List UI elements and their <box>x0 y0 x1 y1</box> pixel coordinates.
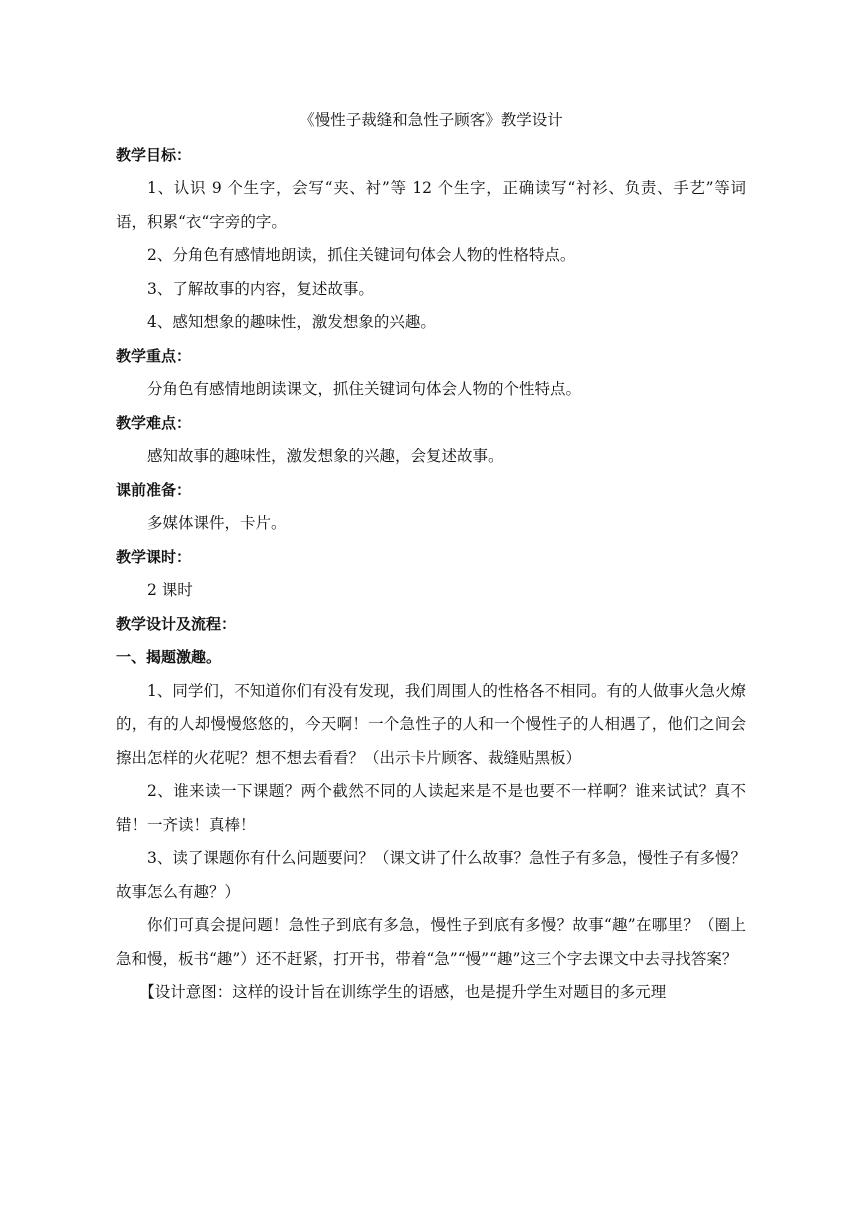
periods-text: 2 课时 <box>147 581 193 599</box>
section-heading-preparation: 课前准备： <box>116 480 192 499</box>
section-heading-periods: 教学课时： <box>116 547 192 566</box>
intro-paragraph-2: 2、谁来读一下课题？两个截然不同的人读起来是不是也要不一样啊？谁来试试？真不错！一齐读！真棒！ <box>116 782 746 834</box>
key-points-text: 分角色有感情地朗读课文，抓住关键词句体会人物的个性特点。 <box>147 380 582 398</box>
objective-1: 1、认识 9 个生字，会写“夹、衬”等 12 个生字，正确读写“衬衫、负责、手艺”等词语，积累“衣“字旁的字。 <box>116 179 746 231</box>
intro-paragraph-3: 3、读了课题你有什么问题要问？（课文讲了什么故事？急性子有多急，慢性子有多慢？故事怎么有趣？） <box>116 849 746 901</box>
objective-4: 4、感知想象的趣味性，激发想象的兴趣。 <box>147 313 436 331</box>
intro-paragraph-4: 你们可真会提问题！急性子到底有多急，慢性子到底有多慢？故事“趣”在哪里？（圈上急和慢，板书“趣”）还不赶紧，打开书，带着“急”“慢”“趣”这三个字去课文中去寻找答案？ <box>116 916 746 968</box>
section-heading-intro: 一、揭题激趣。 <box>116 648 222 666</box>
section-heading-design-flow: 教学设计及流程： <box>116 614 237 633</box>
design-intent-note: 【设计意图：这样的设计旨在训练学生的语感，也是提升学生对题目的多元理 <box>139 983 667 1001</box>
objective-2: 2、分角色有感情地朗读，抓住关键词句体会人物的性格特点。 <box>147 246 576 264</box>
section-heading-difficulties: 教学难点： <box>116 413 192 432</box>
intro-paragraph-1: 1、同学们，不知道你们有没有发现，我们周围人的性格各不相同。有的人做事火急火燎的，有的人却慢慢悠悠的，今天啊！一个急性子的人和一个慢性子的人相遇了，他们之间会擦出怎样的火花呢？想不想去看看？（出示卡片顾客、裁缝贴黑板） <box>116 681 746 767</box>
section-heading-key-points: 教学重点： <box>116 346 192 365</box>
preparation-text: 多媒体课件，卡片。 <box>147 514 287 532</box>
document-page <box>116 104 746 1010</box>
objective-3: 3、了解故事的内容，复述故事。 <box>147 279 374 298</box>
document-title: 《慢性子裁缝和急性子顾客》教学设计 <box>299 111 563 129</box>
section-heading-objectives: 教学目标： <box>116 145 192 164</box>
difficulties-text: 感知故事的趣味性，激发想象的兴趣，会复述故事。 <box>147 447 504 465</box>
